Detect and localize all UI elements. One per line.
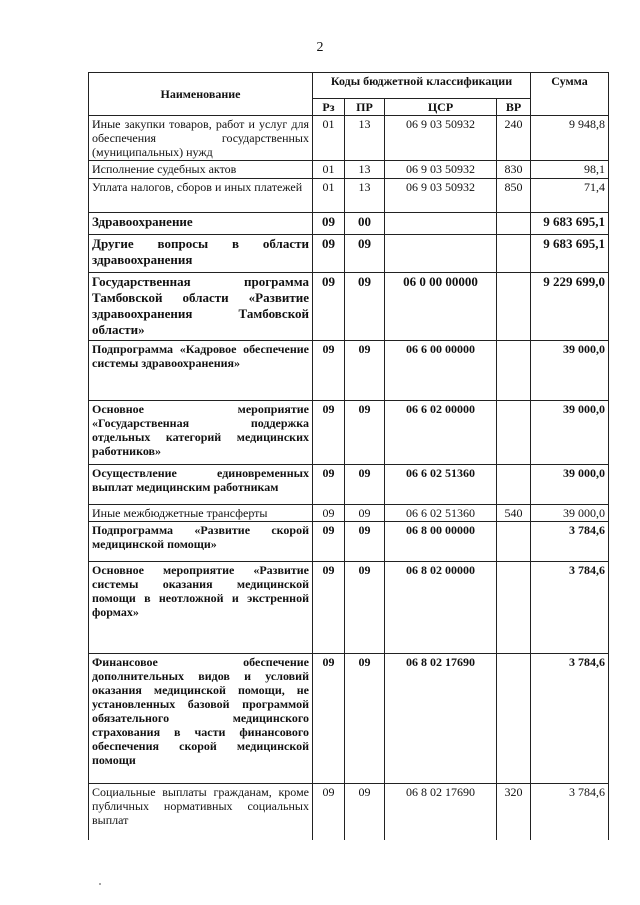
budget-table [88,72,609,840]
table-row [89,562,609,654]
row-name: Подпрограмма «Кадровое обеспечение системы здравоохранения» [89,341,313,401]
row-pr: 09 [345,654,385,784]
header-csr: ЦСР [385,99,497,116]
row-vr [497,213,531,235]
row-rz: 09 [313,401,345,465]
row-vr [497,235,531,273]
row-csr: 06 6 02 51360 [385,465,497,505]
row-csr [385,213,497,235]
row-vr [497,465,531,505]
row-vr [497,522,531,562]
row-pr: 13 [345,161,385,179]
row-csr: 06 6 00 00000 [385,341,497,401]
row-name: Иные закупки товаров, работ и услуг для обеспечения государственных (муниципальных) нужд [89,116,313,161]
table-row [89,505,609,522]
row-pr: 09 [345,341,385,401]
row-rz: 09 [313,213,345,235]
table-row [89,179,609,213]
scan-speck [99,883,101,885]
row-rz: 09 [313,522,345,562]
row-rz: 01 [313,116,345,161]
table-row [89,784,609,840]
row-vr [497,562,531,654]
row-vr: 320 [497,784,531,840]
row-pr: 09 [345,273,385,341]
row-sum: 39 000,0 [531,465,609,505]
row-sum: 9 948,8 [531,116,609,161]
row-vr [497,654,531,784]
row-rz: 01 [313,161,345,179]
row-pr: 09 [345,522,385,562]
row-vr [497,401,531,465]
row-sum: 3 784,6 [531,784,609,840]
row-pr: 13 [345,116,385,161]
row-vr: 830 [497,161,531,179]
table-row [89,161,609,179]
row-rz: 09 [313,784,345,840]
row-rz: 09 [313,505,345,522]
table-row [89,401,609,465]
row-csr: 06 9 03 50932 [385,179,497,213]
row-name: Уплата налогов, сборов и иных платежей [89,179,313,213]
row-sum: 3 784,6 [531,654,609,784]
row-vr: 540 [497,505,531,522]
row-name: Основное мероприятие «Государственная поддержка отдельных категорий медицинских работников» [89,401,313,465]
header-vr: ВР [497,99,531,116]
row-sum: 71,4 [531,179,609,213]
row-csr: 06 8 02 00000 [385,562,497,654]
row-vr [497,273,531,341]
row-rz: 09 [313,273,345,341]
table-row [89,465,609,505]
row-name: Иные межбюджетные трансферты [89,505,313,522]
row-rz: 09 [313,562,345,654]
row-sum: 3 784,6 [531,562,609,654]
table-row [89,522,609,562]
row-rz: 09 [313,654,345,784]
header-rz: Рз [313,99,345,116]
row-rz: 01 [313,179,345,213]
row-pr: 13 [345,179,385,213]
row-sum: 39 000,0 [531,341,609,401]
row-csr: 06 8 00 00000 [385,522,497,562]
row-csr: 06 0 00 00000 [385,273,497,341]
row-csr: 06 6 02 51360 [385,505,497,522]
row-name: Основное мероприятие «Развитие системы оказания медицинской помощи в неотложной и экстренной формах» [89,562,313,654]
header-pr: ПР [345,99,385,116]
row-csr: 06 6 02 00000 [385,401,497,465]
row-csr [385,235,497,273]
row-name: Финансовое обеспечение дополнительных видов и условий оказания медицинской помощи, не установленных базовой программой обязательного медицинского страхования в части финансового обеспечения скорой медицинской помощи [89,654,313,784]
row-vr: 240 [497,116,531,161]
table-row [89,213,609,235]
table-row [89,235,609,273]
row-name: Исполнение судебных актов [89,161,313,179]
header-sum: Сумма [531,73,609,116]
row-pr: 09 [345,784,385,840]
row-name: Государственная программа Тамбовской области «Развитие здравоохранения Тамбовской области» [89,273,313,341]
row-csr: 06 8 02 17690 [385,654,497,784]
row-sum: 9 229 699,0 [531,273,609,341]
row-vr: 850 [497,179,531,213]
row-sum: 9 683 695,1 [531,213,609,235]
row-csr: 06 8 02 17690 [385,784,497,840]
table-row [89,273,609,341]
row-sum: 39 000,0 [531,505,609,522]
row-rz: 09 [313,341,345,401]
row-name: Другие вопросы в области здравоохранения [89,235,313,273]
table-row [89,654,609,784]
header-name: Наименование [89,73,313,116]
row-name: Здравоохранение [89,213,313,235]
row-pr: 09 [345,562,385,654]
row-name: Социальные выплаты гражданам, кроме публичных нормативных социальных выплат [89,784,313,840]
row-name: Подпрограмма «Развитие скорой медицинской помощи» [89,522,313,562]
row-vr [497,341,531,401]
row-rz: 09 [313,235,345,273]
row-sum: 3 784,6 [531,522,609,562]
header-codes: Коды бюджетной классификации [313,73,531,99]
row-pr: 09 [345,465,385,505]
row-sum: 9 683 695,1 [531,235,609,273]
row-sum: 98,1 [531,161,609,179]
row-pr: 00 [345,213,385,235]
row-csr: 06 9 03 50932 [385,161,497,179]
table-row [89,116,609,161]
row-sum: 39 000,0 [531,401,609,465]
table-row [89,341,609,401]
row-name: Осуществление единовременных выплат медицинским работникам [89,465,313,505]
row-pr: 09 [345,235,385,273]
row-pr: 09 [345,505,385,522]
row-rz: 09 [313,465,345,505]
page-number: 2 [316,40,324,55]
row-csr: 06 9 03 50932 [385,116,497,161]
row-pr: 09 [345,401,385,465]
